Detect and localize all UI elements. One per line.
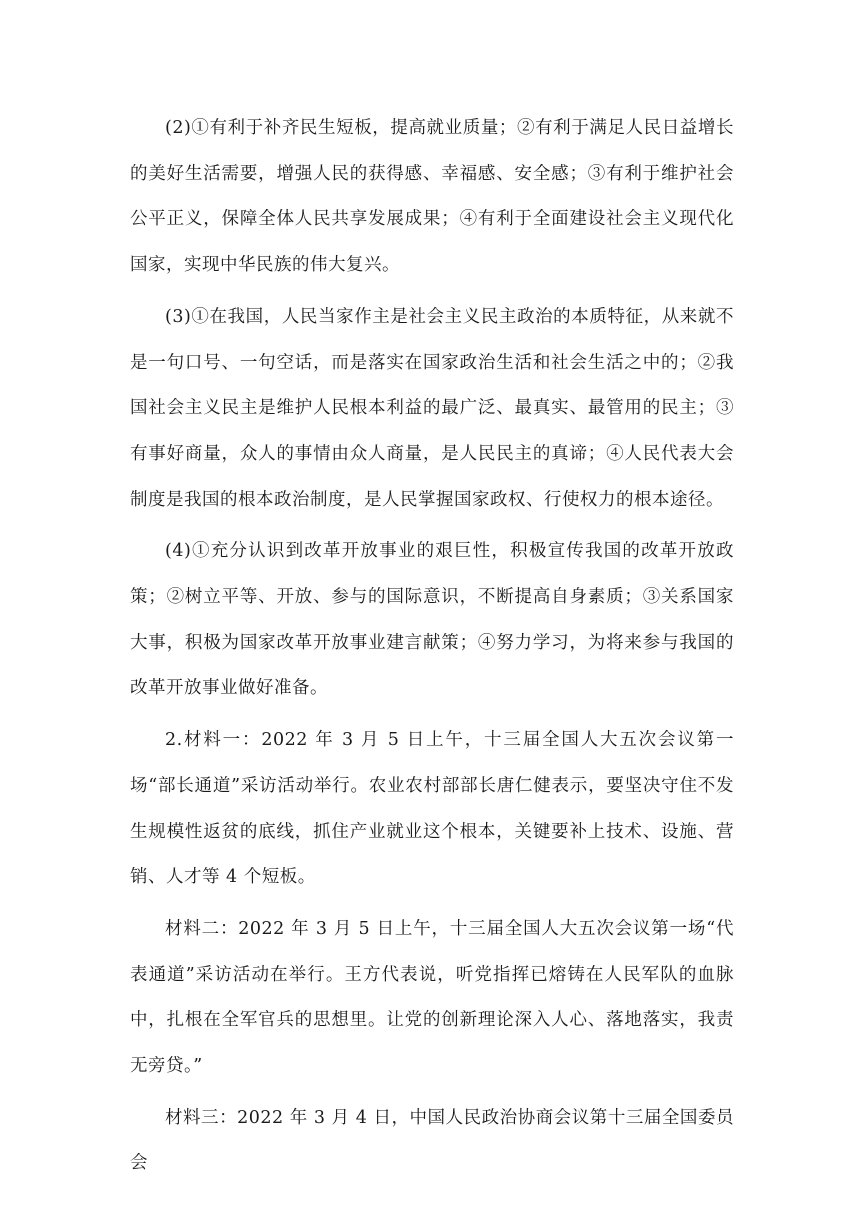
document-body xyxy=(130,106,734,1193)
question-2-material-1: 2.材料一：2022 年 3 月 5 日上午，十三届全国人大五次会议第一场“部长通道”采访活动举行。农业农村部部长唐仁健表示，要坚决守住不发生规模性返贫的底线，抓住产业就业这个根本，关键要补上技术、设施、营销、人才等 4 个短板。 xyxy=(130,730,734,888)
answer-paragraph-2: (2)①有利于补齐民生短板，提高就业质量；②有利于满足人民日益增长的美好生活需要，增强人民的获得感、幸福感、安全感；③有利于维护社会公平正义，保障全体人民共享发展成果；④有利于全面建设社会主义现代化国家，实现中华民族的伟大复兴。 xyxy=(130,118,734,276)
question-2-material-3: 材料三：2022 年 3 月 4 日，中国人民政治协商会议第十三届全国委员会 xyxy=(130,1107,734,1174)
question-2-material-2: 材料二：2022 年 3 月 5 日上午，十三届全国人大五次会议第一场“代表通道”采访活动在举行。王方代表说，听党指挥已熔铸在人民军队的血脉中，扎根在全军官兵的思想里。让党的创新理论深入人心、落地落实，我责无旁贷。” xyxy=(130,918,734,1077)
answer-paragraph-4: (4)①充分认识到改革开放事业的艰巨性，积极宣传我国的改革开放政策；②树立平等、开放、参与的国际意识，不断提高自身素质；③关系国家大事，积极为国家改革开放事业建言献策；④努力学习，为将来参与我国的改革开放事业做好准备。 xyxy=(130,541,734,699)
answer-paragraph-3: (3)①在我国，人民当家作主是社会主义民主政治的本质特征，从来就不是一句口号、一句空话，而是落实在国家政治生活和社会生活之中的；②我国社会主义民主是维护人民根本利益的最广泛、最真实、最管用的民主；③有事好商量，众人的事情由众人商量，是人民民主的真谛；④人民代表大会制度是我国的根本政治制度，是人民掌握国家政权、行使权力的根本途径。 xyxy=(130,306,734,510)
